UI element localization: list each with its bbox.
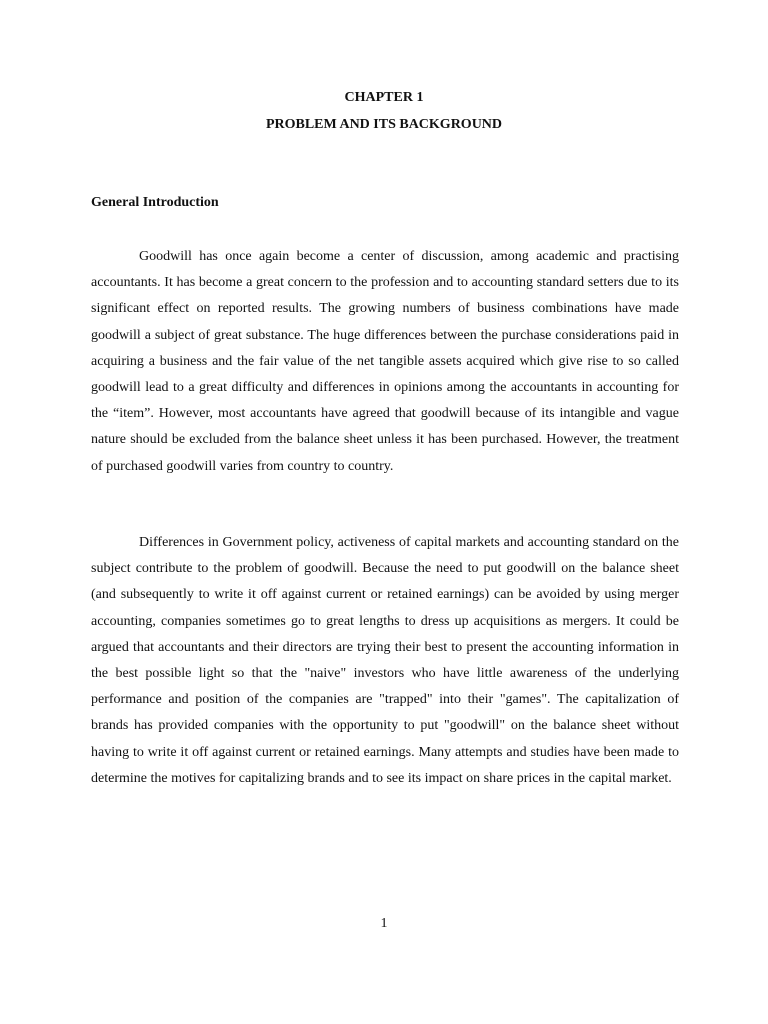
paragraph-1: Goodwill has once again become a center of discussion, among academic and practising accountants. It has become a great concern to the profession and to accounting standard setters due to its significant effect on reported results. The growing numbers of business combinations have made goodwill a subject of great substance. The huge differences between the purchase considerations paid in acquiring a business and the fair value of the net tangible assets acquired which give rise to so called goodwill lead to a great difficulty and differences in opinions among the accountants in accounting for the “item”. However, most accountants have agreed that goodwill because of its intangible and vague nature should be excluded from the balance sheet unless it has been purchased. However, the treatment of purchased goodwill varies from country to country. (91, 249, 679, 474)
section-heading: General Introduction (91, 195, 219, 210)
page-number: 1 (380, 916, 388, 931)
chapter-title: PROBLEM AND ITS BACKGROUND (265, 117, 503, 132)
paragraph-2: Differences in Government policy, activeness of capital markets and accounting standard on the subject contribute to the problem of goodwill. Because the need to put goodwill on the balance sheet (and subsequently to write it off against current or retained earnings) can be avoided by using merger accounting, companies sometimes go to great lengths to dress up acquisitions as mergers. It could be argued that accountants and their directors are trying their best to present the accounting information in the best possible light so that the "naive" investors who have little awareness of the underlying performance and position of the companies are "trapped" into their "games". The capitalization of brands has provided companies with the opportunity to put "goodwill" on the balance sheet without having to write it off against current or retained earnings. Many attempts and studies have been made to determine the motives for capitalizing brands and to see its impact on share prices in the capital market. (91, 535, 679, 786)
chapter-label: CHAPTER 1 (344, 90, 424, 105)
